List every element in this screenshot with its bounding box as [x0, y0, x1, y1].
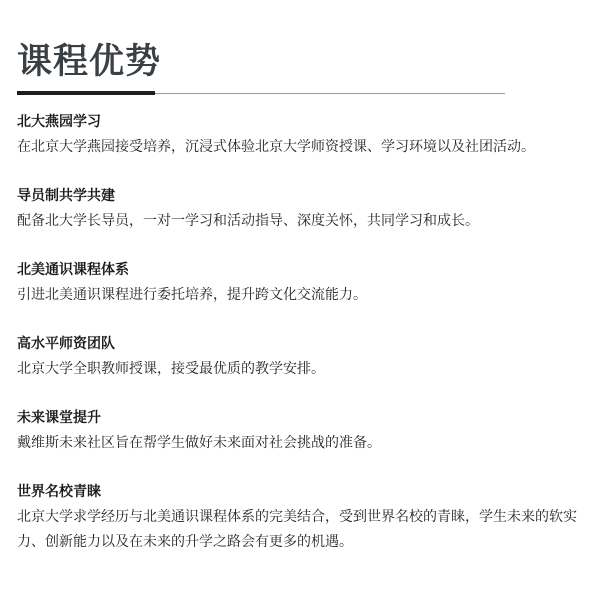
title-underline-accent — [17, 91, 155, 95]
advantage-heading: 导员制共学共建 — [17, 188, 115, 204]
advantage-description: 在北京大学燕园接受培养，沉浸式体验北京大学师资授课、学习环境以及社团活动。 — [17, 139, 535, 155]
advantage-section — [17, 482, 602, 556]
page-title: 课程优势 — [17, 42, 162, 82]
advantage-description: 引进北美通识课程进行委托培养，提升跨文化交流能力。 — [17, 287, 367, 303]
advantage-heading: 高水平师资团队 — [17, 336, 115, 352]
advantage-section — [17, 408, 602, 482]
advantage-section — [17, 334, 602, 408]
advantage-section — [17, 260, 602, 334]
advantage-section — [17, 112, 602, 186]
advantage-description: 戴维斯未来社区旨在帮学生做好未来面对社会挑战的准备。 — [17, 435, 381, 451]
advantage-description: 北京大学求学经历与北美通识课程体系的完美结合，受到世界名校的青睐，学生未来的软实力、创新能力以及在未来的升学之路会有更多的机遇。 — [17, 509, 577, 550]
advantage-heading: 世界名校青睐 — [17, 484, 101, 500]
advantages-list — [17, 112, 602, 556]
advantage-description: 北京大学全职教师授课，接受最优质的教学安排。 — [17, 361, 325, 377]
advantage-heading: 未来课堂提升 — [17, 410, 101, 426]
advantage-heading: 北大燕园学习 — [17, 114, 101, 130]
advantage-description: 配备北大学长导员，一对一学习和活动指导、深度关怀，共同学习和成长。 — [17, 213, 479, 229]
advantage-section — [17, 186, 602, 260]
advantage-heading: 北美通识课程体系 — [17, 262, 129, 278]
